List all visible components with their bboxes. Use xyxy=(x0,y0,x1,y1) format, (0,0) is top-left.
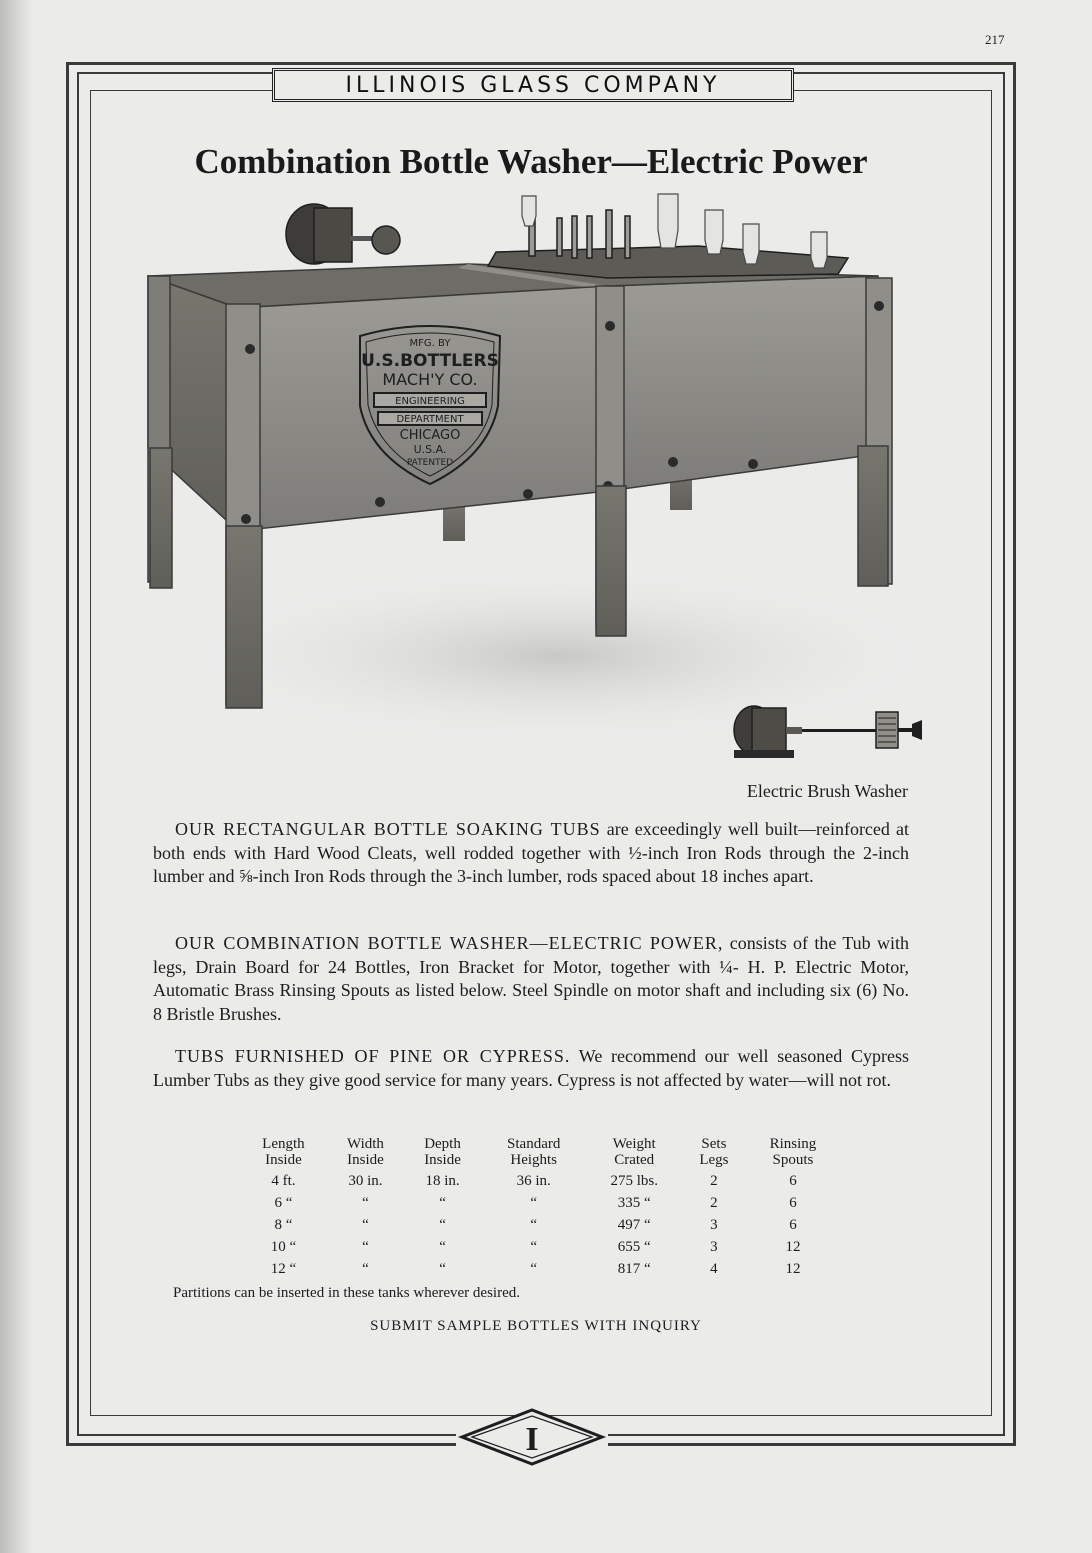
paragraph-combination-lead: OUR COMBINATION BOTTLE WASHER—ELECTRIC POWER, xyxy=(175,933,724,953)
bottle-washer-illustration xyxy=(138,186,928,746)
shield-text-line8: PATENTED xyxy=(406,458,454,468)
table-cell: “ xyxy=(362,1239,369,1255)
table-cell: “ xyxy=(362,1195,369,1211)
table-cell: “ xyxy=(530,1261,538,1277)
column-header: Sets Legs xyxy=(699,1136,729,1168)
shield-text-line1: MFG. BY xyxy=(409,338,451,349)
table-cell: 6 xyxy=(789,1173,797,1189)
table-row xyxy=(240,1192,840,1214)
table-cell: “ xyxy=(439,1239,446,1255)
company-logo-icon xyxy=(456,1406,608,1468)
column-header: Width Inside xyxy=(347,1136,384,1168)
page-title: Combination Bottle Washer—Electric Power xyxy=(194,142,868,181)
column-header: Standard Heights xyxy=(507,1136,561,1168)
paragraph-combination-body: consists of the Tub with legs, Drain Board for 24 Bottles, Iron Bracket for Motor, together with ¼- H. P. Electric Motor, Automatic Brass Rinsing Spouts as listed below. Steel Spindle on motor shaft and including six (6) No. 8 Bristle Brushes. xyxy=(153,933,909,1024)
table-cell: 10 “ xyxy=(270,1239,297,1255)
column-header: Depth Inside xyxy=(424,1136,461,1168)
paragraph-cypress xyxy=(153,1045,909,1092)
partitions-note: Partitions can be inserted in these tanks wherever desired. xyxy=(173,1285,520,1301)
table-cell: “ xyxy=(530,1239,538,1255)
table-cell: “ xyxy=(362,1261,369,1277)
table-cell: “ xyxy=(530,1195,538,1211)
paragraph-combination xyxy=(153,932,909,1026)
table-cell: 275 lbs. xyxy=(610,1173,658,1189)
table-cell: 18 in. xyxy=(425,1173,460,1189)
specifications-table xyxy=(240,1136,840,1280)
table-cell: 12 xyxy=(785,1261,801,1277)
paragraph-tubs-lead: OUR RECTANGULAR BOTTLE SOAKING TUBS xyxy=(175,819,601,839)
shield-text-line5: DEPARTMENT xyxy=(396,414,464,425)
table-cell: “ xyxy=(439,1261,446,1277)
table-cell: 497 “ xyxy=(617,1217,651,1233)
illustration-caption: Electric Brush Washer xyxy=(746,781,908,801)
table-cell: 6 xyxy=(789,1195,797,1211)
table-cell: 2 xyxy=(710,1195,718,1211)
table-row xyxy=(240,1236,840,1258)
table-cell: 6 “ xyxy=(274,1195,293,1211)
table-cell: “ xyxy=(439,1195,446,1211)
shield-text-line2: U.S.BOTTLERS xyxy=(361,351,499,371)
table-cell: “ xyxy=(362,1217,369,1233)
table-cell: 335 “ xyxy=(617,1195,651,1211)
table-cell: 3 xyxy=(710,1217,718,1233)
table-cell: 12 “ xyxy=(270,1261,297,1277)
page-number: 217 xyxy=(985,32,1005,47)
table-header-row xyxy=(240,1136,840,1170)
table-cell: 8 “ xyxy=(274,1217,293,1233)
table-cell: “ xyxy=(439,1217,446,1233)
table-cell: 12 xyxy=(785,1239,801,1255)
electric-brush-washer-illustration xyxy=(728,700,924,770)
table-row xyxy=(240,1214,840,1236)
table-cell: 4 xyxy=(710,1261,718,1277)
shield-text-line4: ENGINEERING xyxy=(395,396,465,407)
table-row xyxy=(240,1258,840,1280)
shield-text-line6: CHICAGO xyxy=(399,428,461,443)
table-cell: 30 in. xyxy=(348,1173,383,1189)
paragraph-cypress-body: We recommend our well seasoned Cypress Lumber Tubs as they give good service for many years. Cypress is not affected by water—will not rot. xyxy=(153,1046,909,1090)
table-cell: 817 “ xyxy=(617,1261,651,1277)
shield-text-line3: MACH'Y CO. xyxy=(382,370,478,389)
table-cell: 6 xyxy=(789,1217,797,1233)
table-row xyxy=(240,1170,840,1192)
table-cell: 36 in. xyxy=(516,1173,551,1189)
submit-samples-notice: SUBMIT SAMPLE BOTTLES WITH INQUIRY xyxy=(370,1318,702,1334)
column-header: Rinsing Spouts xyxy=(769,1136,817,1168)
table-cell: 2 xyxy=(710,1173,718,1189)
paragraph-cypress-lead: TUBS FURNISHED OF PINE OR CYPRESS. xyxy=(175,1046,571,1066)
paragraph-tubs xyxy=(153,818,909,889)
column-header: Length Inside xyxy=(262,1136,305,1168)
table-cell: “ xyxy=(530,1217,538,1233)
paragraph-tubs-body: are exceedingly well built—reinforced at both ends with Hard Wood Cleats, well rodded together with ½-inch Iron Rods through the 2-inch lumber and ⅝-inch Iron Rods through the 3-inch lumber, rods spaced about 18 inches apart. xyxy=(153,819,910,886)
table-cell: 3 xyxy=(710,1239,718,1255)
table-cell: 655 “ xyxy=(617,1239,651,1255)
logo-letter: I xyxy=(525,1421,539,1458)
book-gutter-shadow xyxy=(0,0,32,1553)
shield-text-line7: U.S.A. xyxy=(413,443,447,456)
column-header: Weight Crated xyxy=(612,1136,656,1168)
table-cell: 4 ft. xyxy=(271,1173,296,1189)
company-banner: ILLINOIS GLASS COMPANY xyxy=(272,68,794,102)
motor-icon xyxy=(286,204,400,264)
